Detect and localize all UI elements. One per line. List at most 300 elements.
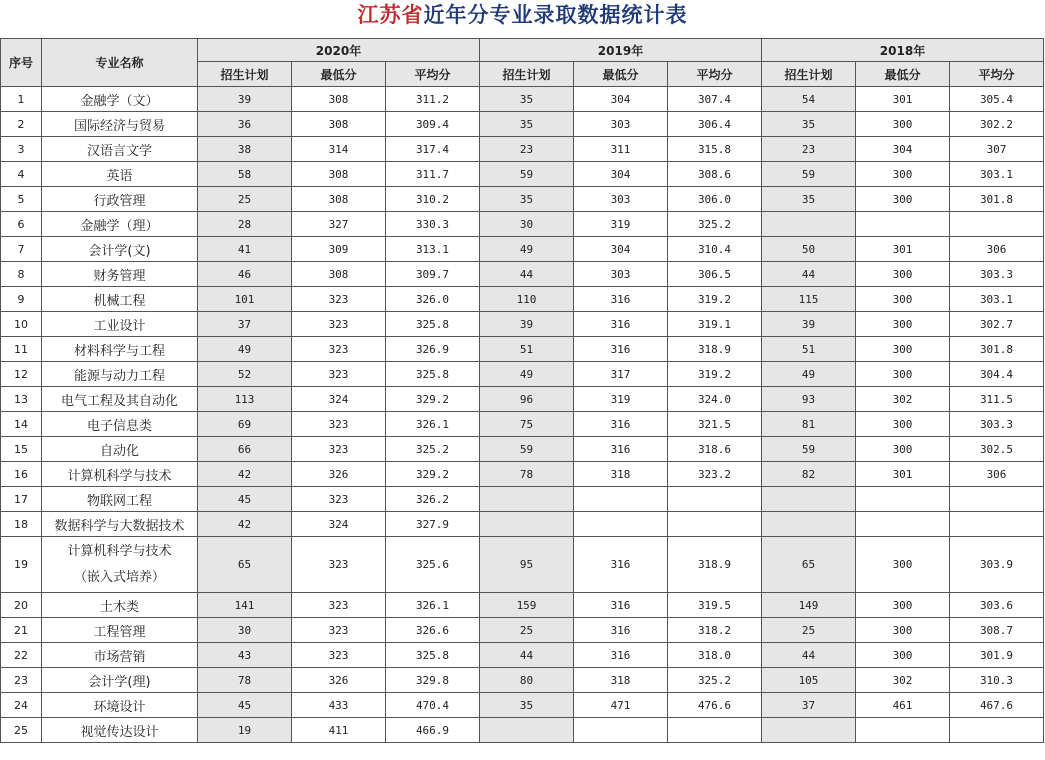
major-name-text: 材料科学与工程 xyxy=(73,343,165,359)
year-2019-avg-score: 323.2 xyxy=(668,462,762,487)
year-2020-avg-score: 313.1 xyxy=(386,237,480,262)
page-title xyxy=(0,0,1045,34)
year-2020-avg-score: 311.7 xyxy=(386,162,480,187)
year-2019-avg-score: 318.2 xyxy=(668,618,762,643)
year-2019-min-score: 316 xyxy=(574,643,668,668)
header-min: 最低分 xyxy=(574,62,668,87)
year-2020-plan: 42 xyxy=(198,462,292,487)
major-name xyxy=(42,187,198,212)
major-name xyxy=(42,618,198,643)
year-2018-min-score: 300 xyxy=(856,112,950,137)
year-2018-plan: 149 xyxy=(762,593,856,618)
year-2019-min-score xyxy=(574,718,668,743)
header-avg: 平均分 xyxy=(950,62,1044,87)
year-2020-plan: 42 xyxy=(198,512,292,537)
year-2020-plan: 43 xyxy=(198,643,292,668)
year-2019-plan: 78 xyxy=(480,462,574,487)
year-2018-plan: 115 xyxy=(762,287,856,312)
year-2020-plan: 25 xyxy=(198,187,292,212)
year-2020-min-score: 323 xyxy=(292,312,386,337)
table-row xyxy=(1,668,1044,693)
major-name-text: 工程管理 xyxy=(93,624,146,640)
year-2019-plan: 49 xyxy=(480,362,574,387)
major-name-text: 机械工程 xyxy=(93,293,146,309)
year-2020-plan: 45 xyxy=(198,693,292,718)
year-2019-plan xyxy=(480,718,574,743)
year-2019-avg-score: 319.5 xyxy=(668,593,762,618)
year-2019-plan: 51 xyxy=(480,337,574,362)
major-name xyxy=(42,262,198,287)
major-name xyxy=(42,137,198,162)
year-2019-min-score: 316 xyxy=(574,618,668,643)
year-2020-min-score: 308 xyxy=(292,162,386,187)
year-2019-avg-score: 306.4 xyxy=(668,112,762,137)
year-2018-plan xyxy=(762,487,856,512)
year-2018-avg-score: 306 xyxy=(950,462,1044,487)
year-2019-avg-score: 319.2 xyxy=(668,362,762,387)
year-2019-plan: 95 xyxy=(480,537,574,593)
year-2019-min-score: 317 xyxy=(574,362,668,387)
row-index: 17 xyxy=(1,487,42,512)
table-row xyxy=(1,512,1044,537)
table-row xyxy=(1,643,1044,668)
major-name-text: 计算机科学与技术 xyxy=(67,468,172,484)
year-2020-min-score: 323 xyxy=(292,643,386,668)
year-2018-min-score: 300 xyxy=(856,187,950,212)
year-2019-plan: 25 xyxy=(480,618,574,643)
row-index: 8 xyxy=(1,262,42,287)
row-index: 1 xyxy=(1,87,42,112)
year-2019-min-score: 316 xyxy=(574,412,668,437)
year-2019-plan xyxy=(480,512,574,537)
year-2019-min-score: 316 xyxy=(574,337,668,362)
year-2018-avg-score: 306 xyxy=(950,237,1044,262)
year-2019-min-score xyxy=(574,512,668,537)
year-2019-plan: 80 xyxy=(480,668,574,693)
year-2018-plan: 25 xyxy=(762,618,856,643)
major-name-text: 视觉传达设计 xyxy=(80,724,159,740)
table-row xyxy=(1,187,1044,212)
year-2020-avg-score: 309.4 xyxy=(386,112,480,137)
year-2020-min-score: 326 xyxy=(292,462,386,487)
year-2018-plan: 49 xyxy=(762,362,856,387)
year-2019-min-score: 316 xyxy=(574,593,668,618)
year-2018-min-score: 301 xyxy=(856,87,950,112)
year-2018-avg-score: 303.1 xyxy=(950,162,1044,187)
major-name xyxy=(42,112,198,137)
major-name xyxy=(42,693,198,718)
major-name-text: 环境设计 xyxy=(93,699,146,715)
table-row xyxy=(1,362,1044,387)
year-2020-avg-score: 326.1 xyxy=(386,593,480,618)
table-row xyxy=(1,593,1044,618)
year-2020-avg-score: 326.0 xyxy=(386,287,480,312)
year-2020-plan: 65 xyxy=(198,537,292,593)
year-2019-avg-score: 476.6 xyxy=(668,693,762,718)
year-2019-avg-score: 308.6 xyxy=(668,162,762,187)
year-2019-min-score: 318 xyxy=(574,462,668,487)
year-2020-avg-score: 326.1 xyxy=(386,412,480,437)
major-name-text: 行政管理 xyxy=(93,193,146,209)
major-name xyxy=(42,462,198,487)
year-2018-avg-score: 303.3 xyxy=(950,412,1044,437)
year-2018-min-score: 300 xyxy=(856,412,950,437)
year-2020-avg-score: 311.2 xyxy=(386,87,480,112)
major-name-text: 能源与动力工程 xyxy=(73,368,165,384)
year-2019-plan: 35 xyxy=(480,187,574,212)
major-name-text: 物联网工程 xyxy=(86,493,152,509)
major-name xyxy=(42,537,198,593)
year-2019-min-score: 316 xyxy=(574,287,668,312)
header-avg: 平均分 xyxy=(668,62,762,87)
major-name xyxy=(42,87,198,112)
year-2019-min-score: 471 xyxy=(574,693,668,718)
year-2018-min-score xyxy=(856,487,950,512)
year-2019-avg-score: 315.8 xyxy=(668,137,762,162)
year-2019-plan: 59 xyxy=(480,162,574,187)
year-2020-plan: 41 xyxy=(198,237,292,262)
year-2018-plan: 93 xyxy=(762,387,856,412)
header-min: 最低分 xyxy=(856,62,950,87)
major-name xyxy=(42,412,198,437)
year-2019-avg-score xyxy=(668,512,762,537)
row-index: 20 xyxy=(1,593,42,618)
year-2019-avg-score: 318.9 xyxy=(668,337,762,362)
year-2020-plan: 30 xyxy=(198,618,292,643)
year-2019-avg-score: 319.2 xyxy=(668,287,762,312)
year-2019-plan: 159 xyxy=(480,593,574,618)
major-name xyxy=(42,212,198,237)
table-row xyxy=(1,112,1044,137)
table-row xyxy=(1,162,1044,187)
year-2019-avg-score xyxy=(668,487,762,512)
header-plan: 招生计划 xyxy=(762,62,856,87)
year-2018-min-score xyxy=(856,212,950,237)
table-row xyxy=(1,412,1044,437)
year-2019-plan: 35 xyxy=(480,87,574,112)
year-2019-min-score: 316 xyxy=(574,437,668,462)
year-2019-avg-score: 321.5 xyxy=(668,412,762,437)
year-2019-plan: 23 xyxy=(480,137,574,162)
year-2020-avg-score: 325.8 xyxy=(386,643,480,668)
year-2018-avg-score: 303.6 xyxy=(950,593,1044,618)
table-row xyxy=(1,237,1044,262)
year-2020-avg-score: 325.8 xyxy=(386,362,480,387)
year-2018-avg-score: 301.9 xyxy=(950,643,1044,668)
major-name-text: 市场营销 xyxy=(93,649,146,665)
row-index: 7 xyxy=(1,237,42,262)
year-2018-min-score: 300 xyxy=(856,618,950,643)
year-2018-avg-score xyxy=(950,718,1044,743)
major-name xyxy=(42,668,198,693)
row-index: 19 xyxy=(1,537,42,593)
year-2019-avg-score: 307.4 xyxy=(668,87,762,112)
major-name-text: 数据科学与大数据技术 xyxy=(54,518,185,534)
table-row xyxy=(1,87,1044,112)
row-index: 21 xyxy=(1,618,42,643)
year-2020-avg-score: 329.2 xyxy=(386,462,480,487)
year-2018-min-score: 301 xyxy=(856,462,950,487)
year-2019-min-score: 304 xyxy=(574,237,668,262)
major-name-text: 国际经济与贸易 xyxy=(73,118,165,134)
year-2019-plan: 59 xyxy=(480,437,574,462)
year-2018-avg-score: 307 xyxy=(950,137,1044,162)
year-2020-min-score: 309 xyxy=(292,237,386,262)
major-name-text: 英语 xyxy=(106,168,133,184)
header-major: 专业名称 xyxy=(42,39,198,87)
year-2020-avg-score: 310.2 xyxy=(386,187,480,212)
year-2020-avg-score: 466.9 xyxy=(386,718,480,743)
year-2018-plan xyxy=(762,718,856,743)
year-2020-plan: 52 xyxy=(198,362,292,387)
year-2019-min-score: 304 xyxy=(574,87,668,112)
year-2019-avg-score: 318.0 xyxy=(668,643,762,668)
year-2019-plan: 35 xyxy=(480,693,574,718)
year-2019-avg-score: 319.1 xyxy=(668,312,762,337)
row-index: 22 xyxy=(1,643,42,668)
table-row xyxy=(1,693,1044,718)
year-2020-plan: 28 xyxy=(198,212,292,237)
header-avg: 平均分 xyxy=(386,62,480,87)
year-2018-min-score: 302 xyxy=(856,387,950,412)
row-index: 10 xyxy=(1,312,42,337)
major-name xyxy=(42,362,198,387)
year-2018-avg-score xyxy=(950,212,1044,237)
major-name-text: 金融学（理） xyxy=(80,218,159,234)
year-2020-avg-score: 326.6 xyxy=(386,618,480,643)
row-index: 18 xyxy=(1,512,42,537)
year-2018-plan: 105 xyxy=(762,668,856,693)
year-2020-avg-score: 325.8 xyxy=(386,312,480,337)
year-2020-avg-score: 330.3 xyxy=(386,212,480,237)
year-2019-avg-score: 318.9 xyxy=(668,537,762,593)
year-2019-avg-score: 324.0 xyxy=(668,387,762,412)
major-name xyxy=(42,437,198,462)
header-plan: 招生计划 xyxy=(198,62,292,87)
year-2020-plan: 19 xyxy=(198,718,292,743)
year-2018-plan: 37 xyxy=(762,693,856,718)
row-index: 14 xyxy=(1,412,42,437)
major-name xyxy=(42,643,198,668)
year-2020-min-score: 308 xyxy=(292,187,386,212)
year-2018-avg-score: 302.7 xyxy=(950,312,1044,337)
table-row xyxy=(1,462,1044,487)
year-2019-avg-score: 310.4 xyxy=(668,237,762,262)
year-2020-min-score: 308 xyxy=(292,87,386,112)
year-2018-min-score: 300 xyxy=(856,593,950,618)
year-2019-min-score: 319 xyxy=(574,212,668,237)
year-2018-plan: 39 xyxy=(762,312,856,337)
year-2020-plan: 36 xyxy=(198,112,292,137)
major-name-text: 财务管理 xyxy=(93,268,146,284)
table-row xyxy=(1,337,1044,362)
year-2018-min-score: 461 xyxy=(856,693,950,718)
year-2019-plan xyxy=(480,487,574,512)
year-2020-min-score: 324 xyxy=(292,512,386,537)
year-2019-avg-score: 318.6 xyxy=(668,437,762,462)
major-name xyxy=(42,287,198,312)
year-2020-plan: 113 xyxy=(198,387,292,412)
year-2018-avg-score: 303.1 xyxy=(950,287,1044,312)
year-2018-avg-score: 302.2 xyxy=(950,112,1044,137)
year-2019-min-score: 303 xyxy=(574,112,668,137)
year-2019-avg-score: 325.2 xyxy=(668,212,762,237)
year-2019-avg-score xyxy=(668,718,762,743)
year-2019-min-score xyxy=(574,487,668,512)
year-2019-avg-score: 306.0 xyxy=(668,187,762,212)
row-index: 2 xyxy=(1,112,42,137)
year-2018-min-score: 300 xyxy=(856,643,950,668)
year-2018-min-score: 300 xyxy=(856,537,950,593)
year-2018-avg-score: 310.3 xyxy=(950,668,1044,693)
year-2018-avg-score: 304.4 xyxy=(950,362,1044,387)
year-2020-min-score: 323 xyxy=(292,337,386,362)
table-row xyxy=(1,487,1044,512)
year-2018-plan: 35 xyxy=(762,112,856,137)
row-index: 12 xyxy=(1,362,42,387)
year-2018-plan: 65 xyxy=(762,537,856,593)
year-2020-plan: 37 xyxy=(198,312,292,337)
year-2018-min-score: 300 xyxy=(856,287,950,312)
year-2018-avg-score: 301.8 xyxy=(950,187,1044,212)
year-2020-plan: 39 xyxy=(198,87,292,112)
year-2018-avg-score: 302.5 xyxy=(950,437,1044,462)
year-2020-plan: 58 xyxy=(198,162,292,187)
year-2020-plan: 49 xyxy=(198,337,292,362)
year-2020-avg-score: 329.8 xyxy=(386,668,480,693)
table-body xyxy=(1,87,1044,743)
major-name xyxy=(42,512,198,537)
major-name xyxy=(42,718,198,743)
year-2020-plan: 38 xyxy=(198,137,292,162)
major-name xyxy=(42,237,198,262)
year-2019-min-score: 311 xyxy=(574,137,668,162)
year-2018-plan xyxy=(762,212,856,237)
year-2019-plan: 49 xyxy=(480,237,574,262)
table-row xyxy=(1,212,1044,237)
year-2018-avg-score xyxy=(950,512,1044,537)
year-2018-min-score: 300 xyxy=(856,437,950,462)
year-2020-avg-score: 317.4 xyxy=(386,137,480,162)
year-2020-avg-score: 325.2 xyxy=(386,437,480,462)
year-2020-avg-score: 329.2 xyxy=(386,387,480,412)
row-index: 16 xyxy=(1,462,42,487)
major-name-text: 会计学(理) xyxy=(88,674,151,690)
year-2018-min-score: 302 xyxy=(856,668,950,693)
year-2018-min-score: 300 xyxy=(856,362,950,387)
table-row xyxy=(1,718,1044,743)
table-row xyxy=(1,262,1044,287)
major-name-text: 汉语言文学 xyxy=(86,143,152,159)
header-plan: 招生计划 xyxy=(480,62,574,87)
year-2019-plan: 75 xyxy=(480,412,574,437)
year-2018-avg-score: 303.3 xyxy=(950,262,1044,287)
year-2018-plan: 35 xyxy=(762,187,856,212)
year-2020-plan: 78 xyxy=(198,668,292,693)
table-row xyxy=(1,537,1044,593)
row-index: 3 xyxy=(1,137,42,162)
major-name xyxy=(42,593,198,618)
title-text: 近年分专业录取数据统计表 xyxy=(423,2,688,27)
year-2020-avg-score: 327.9 xyxy=(386,512,480,537)
year-2020-min-score: 327 xyxy=(292,212,386,237)
year-2018-plan: 23 xyxy=(762,137,856,162)
year-2018-plan: 50 xyxy=(762,237,856,262)
year-2019-min-score: 303 xyxy=(574,187,668,212)
year-2018-plan: 44 xyxy=(762,262,856,287)
year-2018-min-score: 300 xyxy=(856,337,950,362)
year-2018-plan: 82 xyxy=(762,462,856,487)
row-index: 13 xyxy=(1,387,42,412)
year-2019-min-score: 316 xyxy=(574,312,668,337)
table-row xyxy=(1,437,1044,462)
major-name xyxy=(42,387,198,412)
major-name-text: 自动化 xyxy=(99,443,139,459)
table-row xyxy=(1,387,1044,412)
row-index: 11 xyxy=(1,337,42,362)
year-2019-plan: 44 xyxy=(480,643,574,668)
year-2020-plan: 46 xyxy=(198,262,292,287)
major-name-note: （嵌入式培养） xyxy=(73,569,165,585)
year-2020-min-score: 323 xyxy=(292,287,386,312)
year-2018-plan: 54 xyxy=(762,87,856,112)
year-2020-min-score: 324 xyxy=(292,387,386,412)
year-2020-plan: 69 xyxy=(198,412,292,437)
row-index: 23 xyxy=(1,668,42,693)
admission-table xyxy=(0,38,1044,743)
header-year-2019: 2019年 xyxy=(480,39,762,62)
year-2019-plan: 39 xyxy=(480,312,574,337)
year-2019-min-score: 304 xyxy=(574,162,668,187)
major-name-text: 会计学(文) xyxy=(88,243,151,259)
major-name-text: 电气工程及其自动化 xyxy=(60,393,178,409)
row-index: 4 xyxy=(1,162,42,187)
year-2018-avg-score: 303.9 xyxy=(950,537,1044,593)
table-row xyxy=(1,312,1044,337)
year-2020-min-score: 323 xyxy=(292,537,386,593)
table-row xyxy=(1,618,1044,643)
year-2018-min-score: 300 xyxy=(856,312,950,337)
year-2019-min-score: 318 xyxy=(574,668,668,693)
year-2018-avg-score: 305.4 xyxy=(950,87,1044,112)
header-row-years xyxy=(1,39,1044,62)
major-name xyxy=(42,312,198,337)
major-name-text: 金融学（文） xyxy=(80,93,159,109)
row-index: 6 xyxy=(1,212,42,237)
year-2020-min-score: 323 xyxy=(292,593,386,618)
year-2020-avg-score: 470.4 xyxy=(386,693,480,718)
year-2020-min-score: 326 xyxy=(292,668,386,693)
title-province: 江苏省 xyxy=(357,2,424,27)
year-2020-min-score: 433 xyxy=(292,693,386,718)
header-year-2020: 2020年 xyxy=(198,39,480,62)
year-2018-plan: 44 xyxy=(762,643,856,668)
year-2020-plan: 141 xyxy=(198,593,292,618)
header-min: 最低分 xyxy=(292,62,386,87)
year-2020-min-score: 314 xyxy=(292,137,386,162)
year-2018-min-score xyxy=(856,512,950,537)
year-2019-min-score: 319 xyxy=(574,387,668,412)
year-2020-min-score: 323 xyxy=(292,362,386,387)
major-name xyxy=(42,162,198,187)
major-name-text: 计算机科学与技术 xyxy=(67,543,172,559)
year-2018-min-score: 304 xyxy=(856,137,950,162)
year-2019-avg-score: 325.2 xyxy=(668,668,762,693)
year-2020-min-score: 323 xyxy=(292,487,386,512)
year-2019-plan: 35 xyxy=(480,112,574,137)
year-2018-min-score: 300 xyxy=(856,162,950,187)
major-name xyxy=(42,487,198,512)
